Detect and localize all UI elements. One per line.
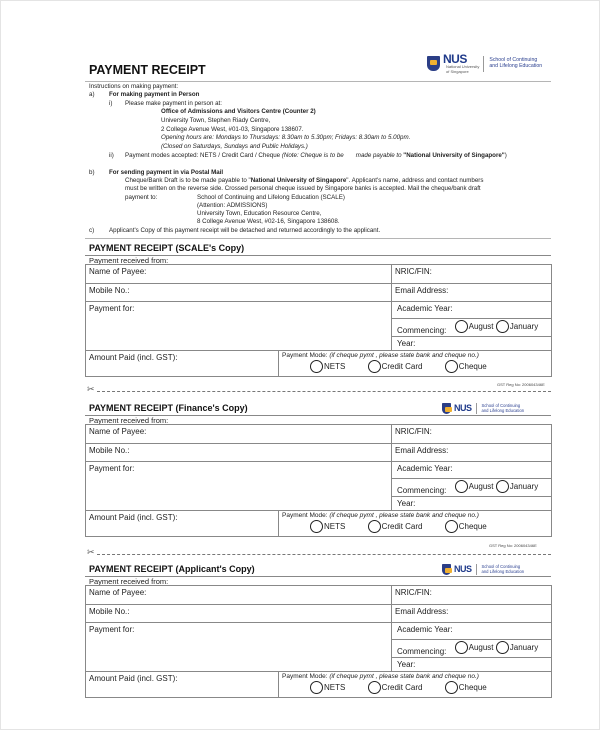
applicant-payee-name-field[interactable] [86,586,392,605]
logo-divider [476,564,477,575]
label-august: August [468,482,494,491]
radio-circle-icon[interactable] [310,360,323,373]
radio-circle-icon[interactable] [496,320,509,333]
finance-credit-card-option[interactable] [368,520,423,533]
payment-modes-text: Payment modes accepted: NETS / Credit Card / Cheque [125,152,282,159]
scissors-icon: ✂ [87,384,95,394]
radio-circle-icon[interactable] [455,480,468,493]
logo-nus-text: NUS [454,564,472,574]
radio-circle-icon[interactable] [368,360,381,373]
applicant-received-from: Payment received from: [89,577,169,586]
label-january: January [509,322,539,331]
item-ii-label: ii) [109,152,114,159]
item-c-text: Applicant's Copy of this payment receipt will be detached and returned accordingly to the applicant. [109,227,381,234]
applicant-nets-option[interactable] [310,681,345,694]
radio-circle-icon[interactable] [445,681,458,694]
scale-cheque-option[interactable] [445,360,487,373]
logo-divider [483,56,484,72]
logo-nus-text: NUS [454,403,472,413]
label-year: Year: [397,339,416,348]
cheque-note: (Note: Cheque is to be [281,152,346,159]
label-payment-mode: Payment Mode: [282,352,330,359]
applicant-copy-form [85,585,552,698]
payable-name: "National University of Singapore" [403,152,505,159]
scale-january-option[interactable] [496,320,538,333]
postal-line-1a: Cheque/Bank Draft is to be made payable to " [125,177,251,184]
label-cheque: Cheque [458,683,487,692]
payable-to: made payable to [355,152,404,159]
scissors-icon: ✂ [87,547,95,557]
postal-line-2: must be written on the reverse side. Crossed personal cheque issued by Singapore banks is accepted. Mail the cheque/bank draft [125,185,481,192]
scale-august-option[interactable] [455,320,494,333]
scale-received-from: Payment received from: [89,256,169,265]
label-payment-for: Payment for: [89,625,135,634]
label-cheque: Cheque [458,522,487,531]
label-payment-mode: Payment Mode: [282,673,330,680]
scale-gst-reg: GST Reg No: 200604346E [497,382,545,387]
opening-hours: Opening hours are: Mondays to Thursdays: 8.30am to 5.30pm; Fridays: 8.30am to 5.00pm. [161,134,411,141]
scale-email-field[interactable] [392,284,552,302]
applicant-august-option[interactable] [455,641,494,654]
office-address-2: 2 College Avenue West, #01-03, Singapore 138607. [161,126,304,133]
office-address-1: University Town, Stephen Riady Centre, [161,117,271,124]
scale-nets-option[interactable] [310,360,345,373]
label-credit-card: Credit Card [381,522,423,531]
mail-address-3: University Town, Education Resource Centre, [197,210,322,217]
label-payment-for: Payment for: [89,464,135,473]
label-amount-paid: Amount Paid (incl. GST): [89,513,178,522]
label-academic-year: Academic Year: [397,625,453,634]
closed-days: (Closed on Saturdays, Sundays and Public Holidays.) [161,143,308,150]
scale-commencing-row [392,319,552,337]
applicant-january-option[interactable] [496,641,538,654]
label-payee-name: Name of Payee: [89,588,147,597]
scale-nric-field[interactable] [392,265,552,284]
radio-circle-icon[interactable] [445,360,458,373]
label-nets: NETS [324,522,346,531]
scale-amount-field[interactable] [86,351,279,377]
label-commencing: Commencing: [397,486,447,495]
cut-line [97,391,551,392]
payment-modes-line [125,152,507,159]
label-email: Email Address: [395,286,449,295]
item-i-label: i) [109,100,113,107]
finance-january-option[interactable] [496,480,538,493]
label-payment-for: Payment for: [89,304,135,313]
logo-nus-sub2: of Singapore [446,68,469,74]
finance-year-field[interactable] [392,497,552,511]
scale-payment-for-field[interactable] [86,302,392,351]
label-payment-mode: Payment Mode: [282,512,330,519]
postal-line-1c: ". Applicant's name, address and contact numbers [346,177,484,184]
finance-nets-option[interactable] [310,520,345,533]
logo-scale-line2: and Lifelong Education [481,568,525,574]
finance-copy-title: PAYMENT RECEIPT (Finance's Copy) [89,403,248,413]
finance-payment-mode-field [279,511,552,537]
mail-address-1: School of Continuing and Lifelong Education (SCALE) [197,194,345,201]
item-b-title: For sending payment in via Postal Mail [109,169,224,176]
label-year: Year: [397,660,416,669]
label-payee-name: Name of Payee: [89,427,147,436]
page-title: PAYMENT RECEIPT [89,63,206,77]
label-august: August [468,322,494,331]
applicant-copy-title: PAYMENT RECEIPT (Applicant's Copy) [89,564,255,574]
payment-modes-close: ) [504,152,507,159]
payment-mode-note: (if cheque pymt , please state bank and cheque no.) [329,673,479,680]
label-august: August [468,643,494,652]
finance-cheque-option[interactable] [445,520,487,533]
item-c-label: c) [89,227,95,234]
logo-scale-line2: and Lifelong Education [481,407,525,413]
scale-copy-form [85,264,552,377]
label-year: Year: [397,499,416,508]
label-nric: NRIC/FIN: [395,267,432,276]
finance-received-from: Payment received from: [89,416,169,425]
applicant-email-field[interactable] [392,605,552,623]
scale-copy-title: PAYMENT RECEIPT (SCALE's Copy) [89,243,245,253]
label-academic-year: Academic Year: [397,464,453,473]
item-b-label: b) [89,169,95,176]
label-amount-paid: Amount Paid (incl. GST): [89,674,178,683]
applicant-amount-field[interactable] [86,672,279,698]
radio-circle-icon[interactable] [496,480,509,493]
logo-scale-line1: School of Continuing [489,56,538,63]
label-nric: NRIC/FIN: [395,588,432,597]
payment-mode-note: (if cheque pymt , please state bank and cheque no.) [329,352,479,359]
mail-address-2: (Attention: ADMISSIONS) [197,202,268,209]
logo-divider [476,403,477,414]
label-amount-paid: Amount Paid (incl. GST): [89,353,178,362]
label-commencing: Commencing: [397,326,447,335]
finance-mobile-field[interactable] [86,444,392,462]
label-commencing: Commencing: [397,647,447,656]
logo-nus-text: NUS [443,52,467,66]
radio-circle-icon[interactable] [310,520,323,533]
label-cheque: Cheque [458,362,487,371]
radio-circle-icon[interactable] [310,681,323,694]
logo-nus-sub1: National University [446,64,480,69]
finance-august-option[interactable] [455,480,494,493]
scale-academic-year-field[interactable] [392,302,552,319]
label-email: Email Address: [395,607,449,616]
label-nric: NRIC/FIN: [395,427,432,436]
applicant-cheque-option[interactable] [445,681,487,694]
scale-payee-name-field[interactable] [86,265,392,284]
label-mobile: Mobile No.: [89,607,130,616]
finance-email-field[interactable] [392,444,552,462]
item-a-label: a) [89,91,95,98]
item-a-title: For making payment in Person [109,91,200,98]
nus-crest-icon [442,403,451,414]
radio-circle-icon[interactable] [368,681,381,694]
finance-payment-for-field[interactable] [86,462,392,511]
instructions-rule [85,238,551,239]
finance-payee-name-field[interactable] [86,425,392,444]
label-academic-year: Academic Year: [397,304,453,313]
mail-address-4: 8 College Avenue West, #02-16, Singapore 138608. [197,218,340,225]
logo-scale-line1: School of Continuing [481,563,521,569]
item-i-text: Please make payment in person at: [125,100,222,107]
radio-circle-icon[interactable] [368,520,381,533]
scale-mobile-field[interactable] [86,284,392,302]
postal-line-1 [125,177,483,184]
applicant-commencing-row [392,640,552,658]
scale-credit-card-option[interactable] [368,360,423,373]
postal-pay-to: payment to: [125,194,158,201]
nus-logo [427,53,542,74]
label-nets: NETS [324,683,346,692]
finance-copy-form [85,424,552,537]
cut-line [97,554,551,555]
label-credit-card: Credit Card [381,683,423,692]
postal-payable-name: National University of Singapore [250,177,347,184]
header-rule [85,81,551,82]
radio-circle-icon[interactable] [455,320,468,333]
nus-crest-icon [442,564,451,575]
label-credit-card: Credit Card [381,362,423,371]
label-payee-name: Name of Payee: [89,267,147,276]
radio-circle-icon[interactable] [445,520,458,533]
logo-scale-line2: and Lifelong Education [489,62,543,69]
scale-year-field[interactable] [392,337,552,351]
applicant-credit-card-option[interactable] [368,681,423,694]
label-nets: NETS [324,362,346,371]
finance-academic-year-field[interactable] [392,462,552,479]
finance-nus-logo [442,403,524,414]
finance-commencing-row [392,479,552,497]
applicant-nus-logo [442,564,524,575]
applicant-payment-for-field[interactable] [86,623,392,672]
nus-crest-icon [427,56,440,71]
applicant-year-field[interactable] [392,658,552,672]
payment-mode-note: (if cheque pymt , please state bank and cheque no.) [329,512,479,519]
radio-circle-icon[interactable] [455,641,468,654]
applicant-mobile-field[interactable] [86,605,392,623]
finance-amount-field[interactable] [86,511,279,537]
applicant-academic-year-field[interactable] [392,623,552,640]
finance-nric-field[interactable] [392,425,552,444]
scale-payment-mode-field [279,351,552,377]
office-name: Office of Admissions and Visitors Centre (Counter 2) [161,108,316,115]
applicant-nric-field[interactable] [392,586,552,605]
label-email: Email Address: [395,446,449,455]
label-january: January [509,643,539,652]
logo-scale-line1: School of Continuing [481,402,521,408]
applicant-payment-mode-field [279,672,552,698]
label-mobile: Mobile No.: [89,286,130,295]
label-mobile: Mobile No.: [89,446,130,455]
finance-gst-reg: GST Reg No: 200604346E [489,543,537,548]
instructions-intro: Instructions on making payment: [89,83,179,90]
label-january: January [509,482,539,491]
radio-circle-icon[interactable] [496,641,509,654]
